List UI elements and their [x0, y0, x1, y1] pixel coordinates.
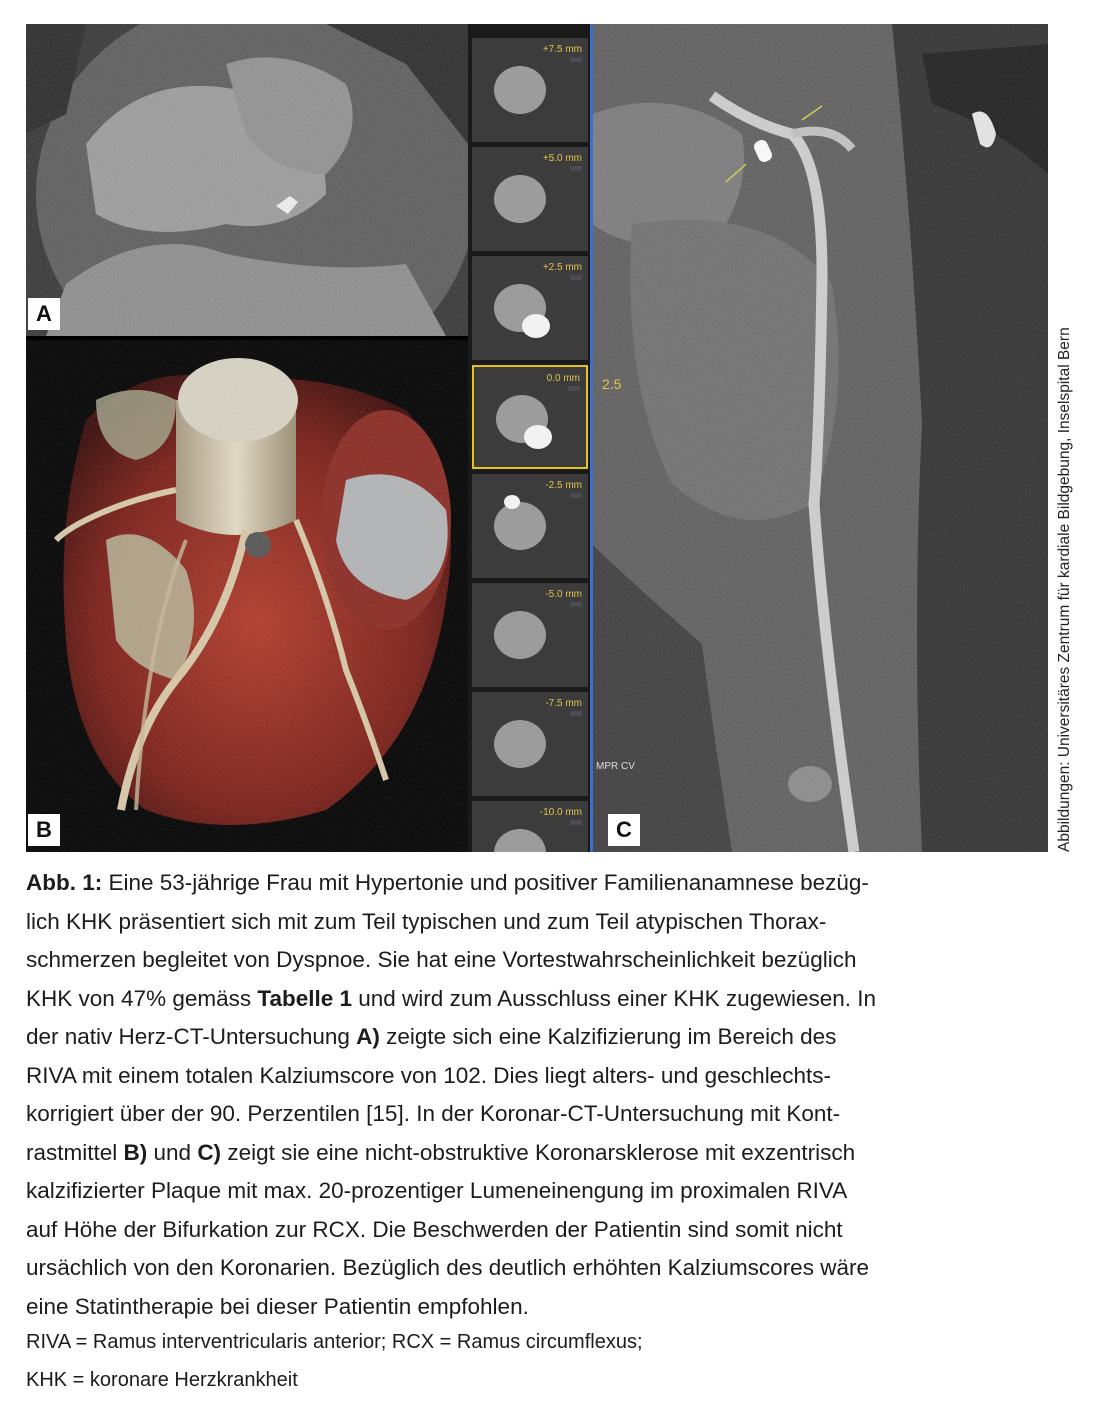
caption-bold-text: B) [123, 1139, 148, 1165]
caption-text: eine Statintherapie bei dieser Patientin empfohlen. [26, 1293, 529, 1319]
caption-line [26, 1249, 1056, 1288]
slice-marker [570, 275, 582, 280]
caption-text: RIVA mit einem totalen Kalziumscore von 102. Dies liegt alters- und geschlechts- [26, 1062, 831, 1088]
caption-bold-text: A) [356, 1024, 380, 1049]
caption-line [26, 1134, 1056, 1173]
panel-b-3d-heart [26, 340, 468, 852]
slice-offset-label: -10.0 mm [539, 807, 582, 818]
mpr-value-label: 2.5 [602, 376, 622, 392]
slice-marker [570, 493, 582, 498]
slice-offset-label: +2.5 mm [542, 262, 582, 273]
cursor-line [590, 24, 593, 852]
slice-marker [570, 57, 582, 62]
figure-caption [26, 864, 1056, 1326]
caption-text: schmerzen begleitet von Dyspnoe. Sie hat eine Vortestwahrscheinlichkeit bezüglich [26, 947, 857, 972]
caption-line [26, 1095, 1056, 1134]
caption-line [26, 1288, 1056, 1327]
caption-line [26, 903, 1056, 942]
caption-text: KHK von 47% gemäss [26, 985, 258, 1011]
caption-text: zeigt sie eine nicht-obstruktive Koronarsklerose mit exzentrisch [221, 1139, 856, 1165]
cross-section-strip [468, 24, 592, 852]
slice-offset-label: 0.0 mm [546, 373, 580, 384]
panel-label-b: B [28, 814, 60, 846]
slice-marker [570, 820, 582, 825]
native-ct-image [26, 24, 468, 336]
slice-offset-label: -2.5 mm [545, 480, 582, 491]
cross-section-slice [472, 147, 588, 251]
caption-bold-text: Tabelle 1 [257, 985, 353, 1011]
panel-c-curved-mpr [592, 24, 1048, 852]
slice-marker [568, 386, 580, 391]
curved-mpr-image [592, 24, 1048, 852]
abbreviation-line-1: RIVA = Ramus interventricularis anterior; RCX = Ramus circumflexus; [26, 1331, 643, 1353]
caption-text: ursächlich von den Koronarien. Bezüglich des deutlich erhöhten Kalziumscores wäre [26, 1255, 869, 1280]
panel-label-a: A [28, 298, 60, 330]
caption-text: kalzifizierter Plaque mit max. 20-prozentiger Lumeneinengung im proximalen RIVA [26, 1178, 848, 1203]
slice-offset-label: -7.5 mm [545, 698, 582, 709]
caption-text: lich KHK präsentiert sich mit zum Teil typischen und zum Teil atypischen Thorax- [26, 908, 827, 934]
slice-marker [570, 602, 582, 607]
panel-label-c: C [608, 814, 640, 846]
caption-bold-text: Abb. 1: [26, 870, 103, 895]
caption-line [26, 1211, 1056, 1250]
cross-section-slice [472, 801, 588, 852]
cross-section-slice [472, 692, 588, 796]
caption-text: korrigiert über der 90. Perzentilen [15]. In der Koronar-CT-Untersuchung mit Kont- [26, 1101, 841, 1126]
caption-bold-text: C) [197, 1139, 222, 1165]
cross-section-slice [472, 365, 588, 469]
caption-line [26, 864, 1056, 903]
abbreviation-line-2: KHK = koronare Herzkrankheit [26, 1369, 298, 1391]
caption-text: und wird zum Ausschluss einer KHK zugewiesen. In [352, 985, 877, 1011]
cross-section-slice [472, 583, 588, 687]
caption-line [26, 1172, 1056, 1211]
figure [26, 24, 1048, 852]
caption-line [26, 941, 1056, 980]
slice-offset-label: +5.0 mm [542, 153, 582, 164]
mpr-mode-label: MPR CV [596, 761, 635, 772]
caption-line [26, 980, 1056, 1019]
caption-text: der nativ Herz-CT-Untersuchung [26, 1024, 357, 1049]
caption-text: und [147, 1139, 198, 1165]
cross-section-slice [472, 256, 588, 360]
heart-3d-rendering [26, 340, 468, 852]
caption-line [26, 1018, 1056, 1057]
slice-offset-label: +7.5 mm [542, 44, 582, 55]
slice-marker [570, 166, 582, 171]
slice-offset-label: -5.0 mm [545, 589, 582, 600]
cross-section-slice [472, 474, 588, 578]
caption-text: zeigte sich eine Kalzifizierung im Bereich des [379, 1024, 837, 1049]
caption-line [26, 1057, 1056, 1096]
panel-a-native-ct [26, 24, 468, 336]
figure-credit: Abbildungen: Universitäres Zentrum für kardiale Bildgebung, Inselspital Bern [1056, 327, 1073, 852]
caption-text: Eine 53-jährige Frau mit Hypertonie und positiver Familienanamnese bezüg- [102, 870, 869, 895]
cross-section-slice [472, 38, 588, 142]
caption-text: rastmittel [26, 1139, 124, 1165]
caption-text: auf Höhe der Bifurkation zur RCX. Die Beschwerden der Patientin sind somit nicht [26, 1216, 843, 1242]
slice-marker [570, 711, 582, 716]
